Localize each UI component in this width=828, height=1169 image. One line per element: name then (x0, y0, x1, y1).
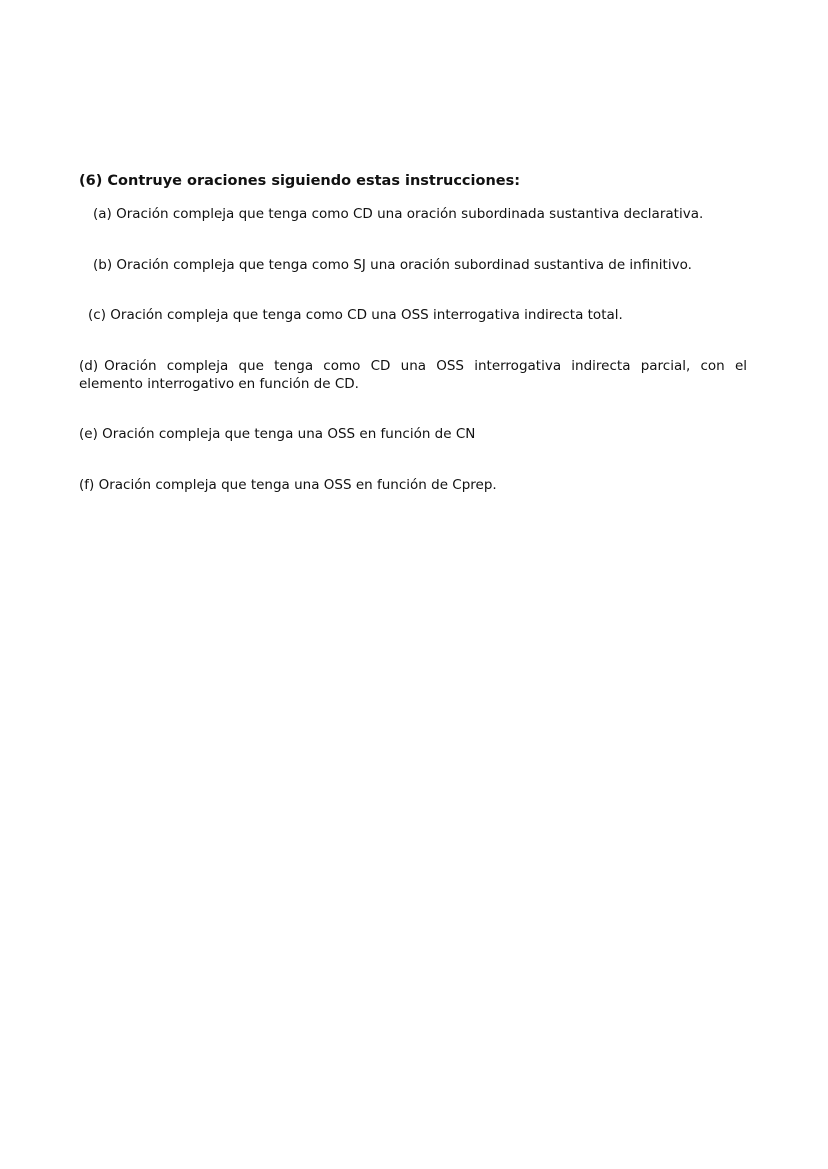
instruction-item-c (88, 306, 623, 324)
item-marker: (a) (93, 206, 112, 222)
item-marker: (f) (79, 477, 95, 493)
instruction-item-a (93, 205, 703, 223)
item-text: Oración compleja que tenga como SJ una oración subordinad sustantiva de infinitivo. (116, 257, 692, 273)
instruction-item-e (79, 425, 475, 443)
item-text: Oración compleja que tenga una OSS en función de CN (102, 426, 476, 442)
item-marker: (e) (79, 426, 98, 442)
item-text-line-1: Oración compleja que tenga como CD una OSS interrogativa indirecta parcial, con el (104, 358, 747, 374)
instruction-item-d (79, 357, 747, 393)
instruction-item-b (93, 256, 692, 274)
item-d-line-1 (79, 357, 747, 375)
item-marker: (b) (93, 257, 113, 273)
item-text: Oración compleja que tenga como CD una OSS interrogativa indirecta total. (110, 307, 623, 323)
item-marker: (c) (88, 307, 106, 323)
instruction-item-f (79, 476, 497, 494)
item-text: Oración compleja que tenga como CD una oración subordinada sustantiva declarativa. (116, 206, 704, 222)
item-marker: (d) (79, 358, 99, 374)
exercise-heading: (6) Contruye oraciones siguiendo estas instrucciones: (79, 173, 521, 189)
item-text: Oración compleja que tenga una OSS en función de Cprep. (98, 477, 497, 493)
item-text-line-2: elemento interrogativo en función de CD. (79, 376, 359, 392)
